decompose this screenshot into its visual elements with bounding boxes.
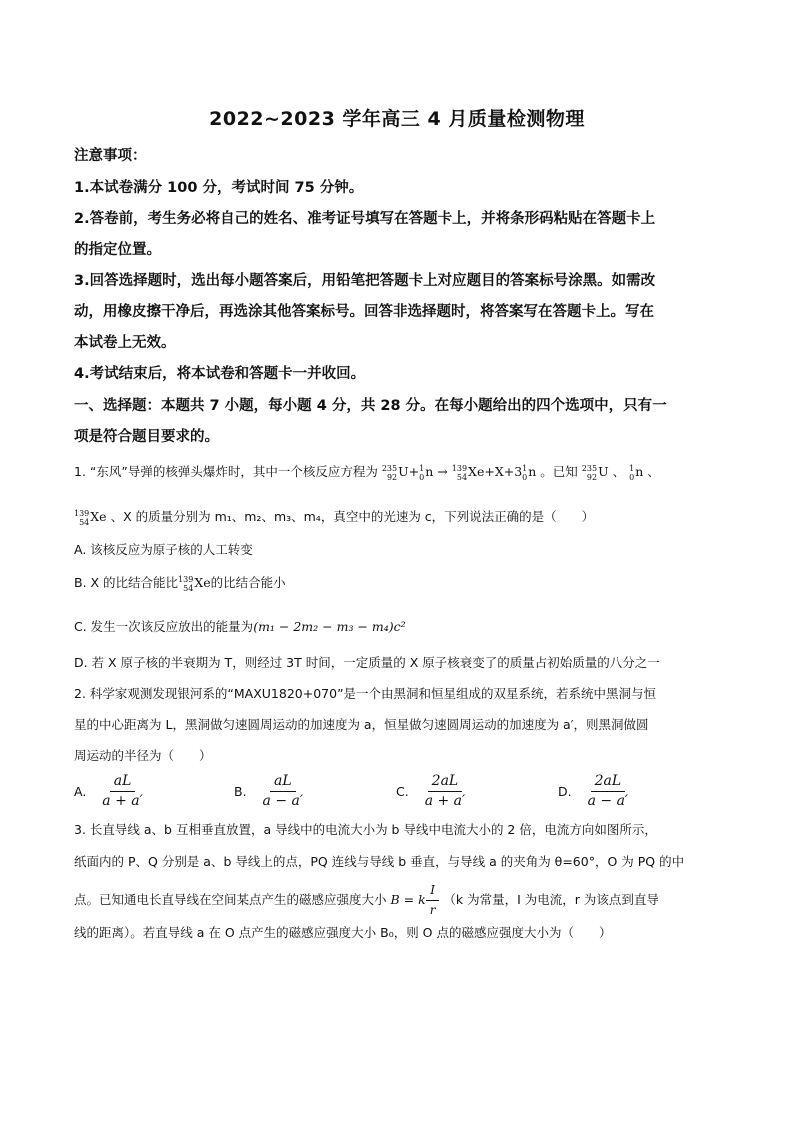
q2-option-c-denominator: a + a′: [424, 793, 466, 809]
q1-option-b[interactable]: [74, 573, 286, 593]
q2-line-2: 星的中心距离为 L，黑洞做匀速圆周运动的加速度为 a，恒星做匀速圆周运动的加速度为 a′，则黑洞做圆: [74, 717, 649, 732]
known-u-symbol: U: [598, 464, 609, 479]
q3-formula-denominator: r: [429, 903, 436, 917]
note-2-line-1: 2.答卷前，考生务必将自己的姓名、准考证号填写在答题卡上，并将条形码粘贴在答题卡上: [74, 211, 656, 227]
known-n-symbol: n: [635, 464, 644, 479]
note-3-line-2: 动，用橡皮擦干净后，再选涂其他答案标号。回答非选择题时，将答案写在答题卡上。写在: [74, 304, 654, 320]
neutron-mass-number-2: 1: [522, 463, 528, 473]
xe-atomic-number: 54: [456, 472, 468, 482]
q2-option-c-numerator: 2aL: [428, 773, 463, 792]
xe-mass-number-2: 139: [74, 508, 90, 518]
q1-line-1: [74, 462, 660, 482]
q2-option-c-fraction: [421, 773, 470, 810]
neutron-mass-number-3: 1: [629, 463, 635, 473]
q2-option-a[interactable]: [74, 773, 147, 810]
neutron-charge-number: 0: [419, 472, 425, 482]
q1-option-c[interactable]: [74, 617, 406, 637]
q2-option-c-label: C.: [396, 784, 409, 799]
q2-option-b-fraction: [259, 773, 308, 810]
xe-symbol: Xe: [468, 464, 485, 479]
q3-formula-lhs: B = k: [390, 892, 426, 907]
reaction-arrow: →: [437, 464, 448, 479]
known-xe-symbol: Xe: [90, 509, 107, 524]
separator: 、: [612, 464, 626, 479]
q3-line-4: 线的距离）。若直导线 a 在 O 点产生的磁感应强度大小 B₀，则 O 点的磁感应强度大小为（ ）: [74, 925, 612, 940]
n-symbol: n: [425, 464, 434, 479]
known-u235: [582, 462, 609, 482]
q1-line-2: [74, 507, 594, 527]
option-b-xe-symbol: Xe: [194, 575, 211, 590]
note-1: 1.本试卷满分 100 分，考试时间 75 分钟。: [74, 180, 364, 196]
xe-mass-number-3: 139: [178, 574, 194, 584]
neutron-mass-number: 1: [419, 463, 425, 473]
q1-stem-end: 、X 的质量分别为 m₁、m₂、m₃、m₄，真空中的光速为 c，下列说法正确的是（ ）: [110, 509, 595, 524]
q2-line-3: 周运动的半径为（ ）: [74, 748, 212, 763]
separator-2: 、: [647, 464, 660, 479]
note-3-line-1: 3.回答选择题时，选出每小题答案后，用铅笔把答题卡上对应题目的答案标号涂黑。如需改: [74, 273, 656, 289]
q2-option-c[interactable]: [396, 773, 469, 810]
q2-option-d-fraction: [584, 773, 633, 810]
q2-option-d-numerator: 2aL: [591, 773, 626, 792]
xe-atomic-number-2: 54: [79, 517, 90, 527]
xe-mass-number: 139: [451, 463, 468, 473]
neutron-charge-number-2: 0: [522, 472, 528, 482]
q3-formula-numerator: I: [426, 882, 439, 901]
q1-option-b-text-2: 的比结合能小: [210, 575, 286, 590]
q3-line-3-text-2: （k 为常量，I 为电流，r 为该点到直导: [443, 892, 659, 907]
note-4: 4.考试结束后，将本试卷和答题卡一并收回。: [74, 366, 366, 382]
note-2-line-2: 的指定位置。: [74, 242, 161, 258]
note-3-line-3: 本试卷上无效。: [74, 335, 176, 351]
q1-known: 。已知: [540, 464, 578, 479]
q1-option-c-text: C. 发生一次该反应放出的能量为: [74, 619, 254, 634]
q1-option-a[interactable]: A. 该核反应为原子核的人工转变: [74, 542, 253, 557]
xe-atomic-number-3: 54: [183, 583, 194, 593]
section-heading-line-1: 一、选择题：本题共 7 小题，每小题 4 分，共 28 分。在每小题给出的四个选项中，只有一: [74, 398, 667, 414]
q3-line-3-text-1: 点。已知通电长直导线在空间某点产生的磁感应强度大小: [74, 892, 387, 907]
q2-option-d[interactable]: [558, 773, 632, 810]
u235-mass-number: 235: [381, 463, 398, 473]
q2-option-a-fraction: [98, 773, 147, 810]
option-b-xe139: [178, 573, 211, 593]
equation-tail: +X+3: [484, 464, 523, 479]
q2-option-b-label: B.: [234, 784, 247, 799]
q3-formula-fraction: [426, 882, 440, 919]
known-xe139: [74, 507, 107, 527]
notes-heading: 注意事项：: [74, 148, 147, 164]
plus-sign: +: [408, 464, 420, 479]
q2-option-d-label: D.: [558, 784, 572, 799]
q3-line-2: 纸面内的 P、Q 分别是 a、b 导线上的点，PQ 连线与导线 b 垂直，与导线 a 的夹角为 θ=60°，O 为 PQ 的中: [74, 854, 685, 869]
q2-option-a-label: A.: [74, 784, 87, 799]
q2-option-b[interactable]: [234, 773, 307, 810]
q2-line-1: 2. 科学家观测发现银河系的“MAXU1820+070”是一个由黑洞和恒星组成的双星系统，若系统中黑洞与恒: [74, 686, 657, 701]
q2-option-b-denominator: a − a′: [262, 793, 304, 809]
section-heading-line-2: 项是符合题目要求的。: [74, 429, 219, 445]
q1-option-d[interactable]: D. 若 X 原子核的半衰期为 T，则经过 3T 时间，一定质量的 X 原子核衰变了的质量占初始质量的八分之一: [74, 655, 660, 670]
q1-option-b-text-1: B. X 的比结合能比: [74, 575, 179, 590]
u235-mass-number-2: 235: [581, 463, 598, 473]
q1-equation: [382, 462, 536, 482]
neutron-charge-number-3: 0: [629, 472, 635, 482]
u235-atomic-number-2: 92: [586, 472, 598, 482]
q2-option-d-denominator: a − a′: [587, 793, 629, 809]
q3-line-1: 3. 长直导线 a、b 互相垂直放置，a 导线中的电流大小为 b 导线中电流大小的 2 倍，电流方向如图所示，: [74, 822, 657, 837]
u235-atomic-number: 92: [386, 472, 398, 482]
exam-title: 2022~2023 学年高三 4 月质量检测物理: [209, 108, 585, 130]
u-symbol: U: [398, 464, 409, 479]
q2-option-a-numerator: aL: [110, 773, 136, 792]
q2-option-a-denominator: a + a′: [102, 793, 143, 809]
q1-stem-start: 1. “东风”导弹的核弹头爆炸时，其中一个核反应方程为: [74, 464, 378, 479]
q2-option-b-numerator: aL: [270, 773, 296, 792]
known-neutron: [629, 462, 643, 482]
q3-line-3: [74, 882, 659, 919]
n-symbol-2: n: [528, 464, 537, 479]
q1-option-c-expression: (m₁ − 2m₂ − m₃ − m₄)c²: [253, 619, 406, 634]
